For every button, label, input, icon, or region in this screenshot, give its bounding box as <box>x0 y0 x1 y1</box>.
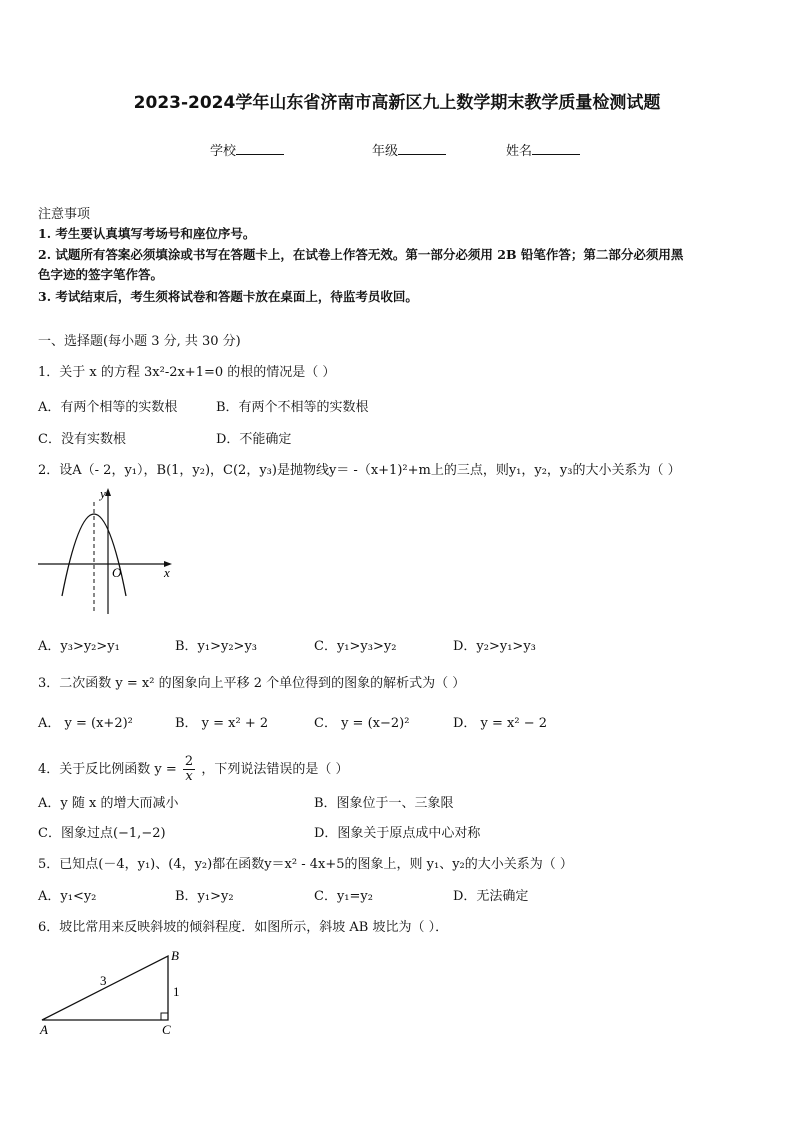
q4-option-a: A．y 随 x 的增大而减小 <box>38 796 179 811</box>
q3-stem: 3．二次函数 y = x² 的图象向上平移 2 个单位得到的图象的解析式为（ ） <box>38 676 466 691</box>
q1-stem: 1．关于 x 的方程 3x²-2x+1=0 的根的情况是（ ） <box>38 365 336 380</box>
q4-stem <box>38 755 348 784</box>
q5-option-c: C．y₁=y₂ <box>314 889 373 904</box>
q2-option-c: C．y₁>y₃>y₂ <box>314 639 397 654</box>
q5-option-d: D．无法确定 <box>453 889 529 904</box>
q1-option-a: A．有两个相等的实数根 <box>38 400 178 415</box>
origin-label: O <box>112 565 122 580</box>
x-axis-label: x <box>164 565 170 580</box>
vertex-c-label: C <box>162 1022 171 1037</box>
q4-fraction-denominator: x <box>185 769 193 784</box>
q3-option-a: A． y = (x+2)² <box>38 716 133 731</box>
q4-fraction <box>183 755 195 784</box>
grade-blank <box>398 141 446 155</box>
school-field <box>210 140 284 159</box>
q6-slope-triangle <box>34 944 194 1038</box>
q4-fraction-numerator: 2 <box>184 754 194 769</box>
note-3: 3. 考试结束后，考生须将试卷和答题卡放在桌面上，待监考员收回。 <box>38 289 418 304</box>
q2-parabola-graph <box>36 484 176 616</box>
q4-stem-post: ，下列说法错误的是（ ） <box>201 762 349 777</box>
page-title: 2023-2024学年山东省济南市高新区九上数学期末教学质量检测试题 <box>133 93 661 113</box>
q4-option-b: B．图象位于一、三象限 <box>314 796 454 811</box>
y-axis-label: y <box>100 486 106 501</box>
right-angle-mark <box>161 1013 168 1020</box>
q2-stem: 2．设A（- 2，y₁），B(1，y₂)，C(2，y₃)是抛物线y＝ -（x+1)²+m上的三点，则y₁，y₂，y₃的大小关系为（ ） <box>38 463 681 478</box>
school-label: 学校 <box>210 144 237 159</box>
vertex-b-label: B <box>171 948 179 963</box>
q2-option-d: D．y₂>y₁>y₃ <box>453 639 536 654</box>
q5-option-a: A．y₁<y₂ <box>38 889 97 904</box>
q1-option-b: B．有两个不相等的实数根 <box>216 400 369 415</box>
q2-option-a: A．y₃>y₂>y₁ <box>38 639 120 654</box>
grade-label: 年级 <box>372 144 399 159</box>
grade-field <box>372 140 446 159</box>
name-field <box>506 140 580 159</box>
q1-option-d: D．不能确定 <box>216 432 292 447</box>
q3-option-c: C． y = (x−2)² <box>314 716 410 731</box>
note-2: 2. 试题所有答案必须填涂或书写在答题卡上，在试卷上作答无效。第一部分必须用 2B 铅笔作答；第二部分必须用黑 <box>38 247 684 262</box>
triangle-abc <box>42 956 168 1020</box>
side-bc-length: 1 <box>173 984 180 999</box>
notes-heading: 注意事项 <box>38 207 91 222</box>
name-blank <box>532 141 580 155</box>
name-label: 姓名 <box>506 144 533 159</box>
q4-option-c: C．图象过点(−1,−2) <box>38 826 166 841</box>
note-2-cont: 色字迹的签字笔作答。 <box>38 267 164 282</box>
section-1-heading: 一、选择题(每小题 3 分, 共 30 分) <box>38 334 241 349</box>
q4-stem-pre: 4．关于反比例函数 y = <box>38 762 177 777</box>
note-1: 1. 考生要认真填写考场号和座位序号。 <box>38 226 256 241</box>
q5-stem: 5．已知点(－4，y₁)、(4，y₂)都在函数y＝x² - 4x+5的图象上，则 y₁、y₂的大小关系为（ ） <box>38 857 573 872</box>
q2-option-b: B．y₁>y₂>y₃ <box>175 639 258 654</box>
q1-option-c: C．没有实数根 <box>38 432 126 447</box>
q4-option-d: D．图象关于原点成中心对称 <box>314 826 481 841</box>
school-blank <box>236 141 284 155</box>
q3-option-b: B． y = x² + 2 <box>175 716 269 731</box>
q5-option-b: B．y₁>y₂ <box>175 889 234 904</box>
y-axis-arrow <box>105 488 111 496</box>
q3-option-d: D． y = x² − 2 <box>453 716 548 731</box>
q6-stem: 6．坡比常用来反映斜坡的倾斜程度．如图所示，斜坡 AB 坡比为（ ）． <box>38 920 449 935</box>
hypotenuse-length: 3 <box>100 973 107 988</box>
vertex-a-label: A <box>40 1022 48 1037</box>
